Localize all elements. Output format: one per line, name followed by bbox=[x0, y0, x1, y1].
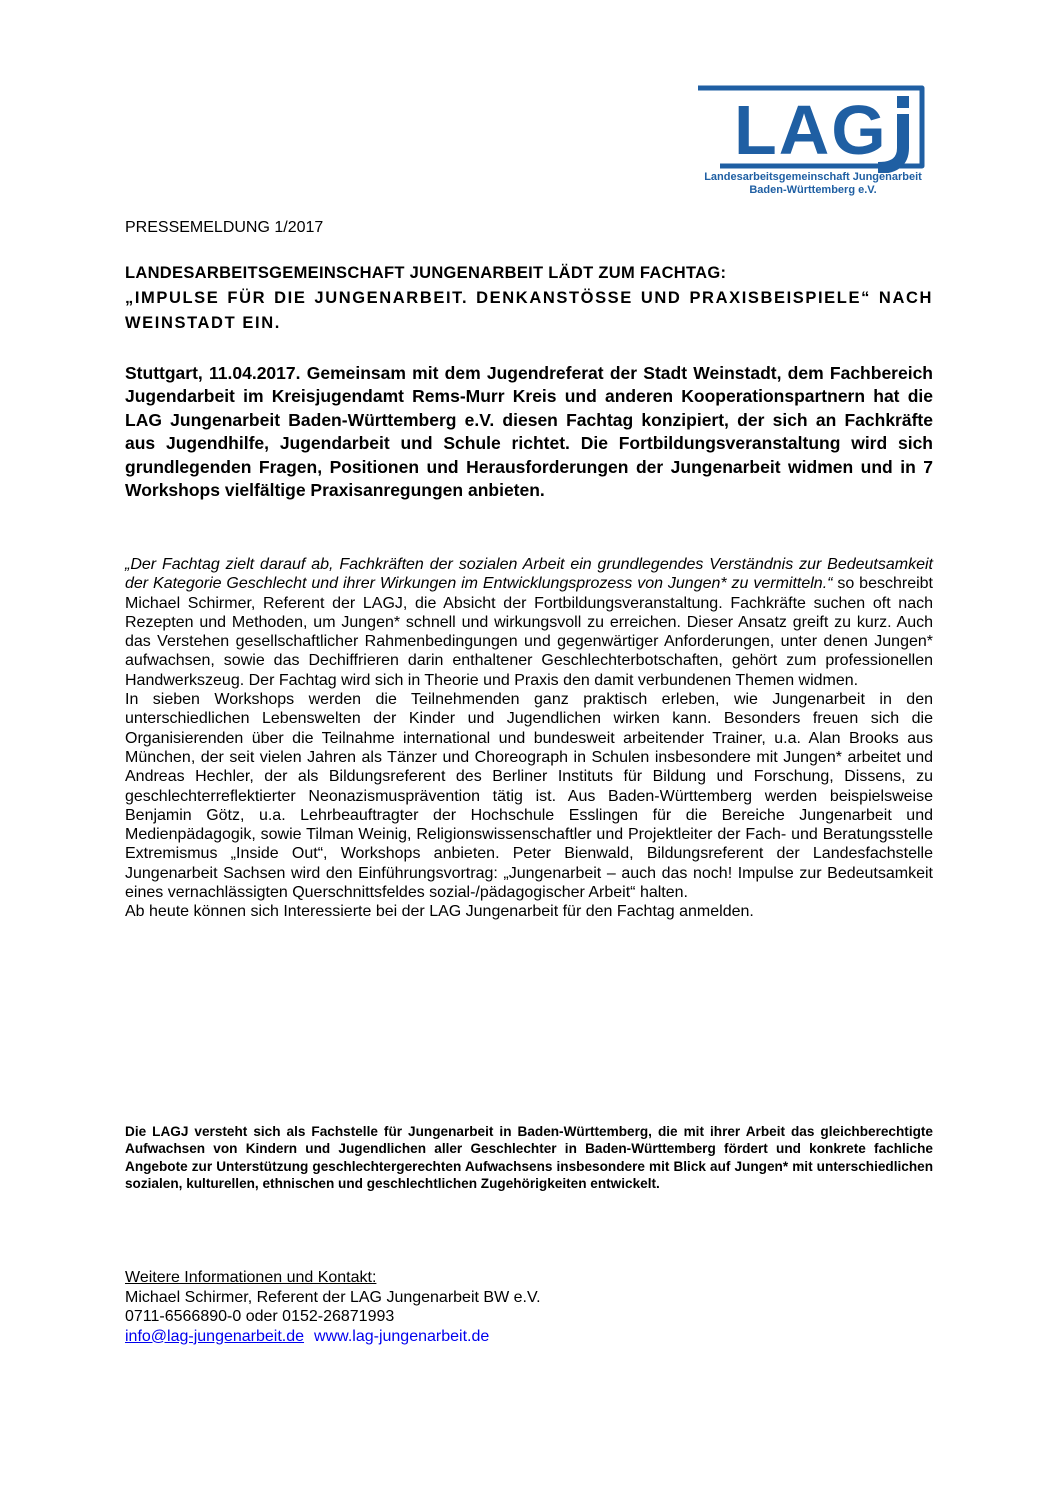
contact-name: Michael Schirmer, Referent der LAG Jungenarbeit BW e.V. bbox=[125, 1288, 541, 1306]
paragraph-1-rest: so beschreibt Michael Schirmer, Referent der LAGJ, die Absicht der Fortbildungsveranstaltung. Fachkräfte suchen oft nach Rezepten und Methoden, um Jungen* schnell und wirkungsvoll zu erreichen. Dieser Ansatz greift zu kurz. Auch das Verstehen gesellschaftlicher Rahmenbedingungen und gegenwärtiger Anforderungen, unter denen Jungen* aufwachsen, sowie das Dechiffrieren darin enthaltener Geschlechterbotschaften, gehört zum professionellen Handwerkszeug. Der Fachtag wird sich in Theorie und Praxis den damit verbundenen Themen widmen. bbox=[125, 575, 933, 689]
lead-paragraph: Stuttgart, 11.04.2017. Gemeinsam mit dem Jugendreferat der Stadt Weinstadt, dem Fachbereich Jugendarbeit im Kreisjugendamt Rems-Murr Kreis und anderen Kooperationspartnern hat die LAG Jungenarbeit Baden-Württemberg e.V. diesen Fachtag konzipiert, der sich an Fachkräfte aus Jugendhilfe, Jugendarbeit und Schule richtet. Die Fortbildungsveranstaltung wird sich grundlegenden Fragen, Positionen und Herausforderungen der Jungenarbeit widmen und in 7 Workshops vielfältige Praxisanregungen anbieten. bbox=[125, 363, 933, 501]
paragraph-3: Ab heute können sich Interessierte bei der LAG Jungenarbeit für den Fachtag anmelden. bbox=[125, 903, 754, 921]
contact-phone: 0711-6566890-0 oder 0152-26871993 bbox=[125, 1308, 395, 1325]
about-lagj: Die LAGJ versteht sich als Fachstelle für Jungenarbeit in Baden-Württemberg, die mit ihrer Arbeit das gleichberechtigte Aufwachsen von Kindern und Jugendlichen aller Geschlechter in Baden-Württemberg fördert und konkrete fachliche Angebote zur Unterstützung geschlechtergerechten Aufwachsens insbesondere mit Blick auf Jungen* mit unterschiedlichen sozialen, kulturellen, ethnischen und geschlechtlichen Zugehörigkeiten entwickelt. bbox=[125, 1124, 933, 1192]
headline-subtitle: „IMPULSE FÜR DIE JUNGENARBEIT. DENKANSTÖSSE UND PRAXISBEISPIELE“ NACH WEINSTADT EIN. bbox=[125, 289, 933, 332]
website-link[interactable]: www.lag-jungenarbeit.de bbox=[314, 1327, 490, 1345]
body-text bbox=[125, 555, 933, 922]
logo-subtitle-line1: Landesarbeitsgemeinschaft Jungenarbeit bbox=[704, 171, 922, 183]
svg-text:LAG: LAG bbox=[734, 91, 888, 169]
email-link[interactable]: info@lag-jungenarbeit.de bbox=[125, 1327, 305, 1345]
headline-line1: LANDESARBEITSGEMEINSCHAFT JUNGENARBEIT LÄDT ZUM FACHTAG: bbox=[125, 264, 727, 282]
contact-links bbox=[125, 1327, 933, 1347]
lagj-logo-mark bbox=[690, 78, 940, 173]
contact-block bbox=[125, 1268, 933, 1346]
contact-heading: Weitere Informationen und Kontakt: bbox=[125, 1269, 377, 1286]
quote: „Der Fachtag zielt darauf ab, Fachkräften der sozialen Arbeit ein grundlegendes Verständnis zur Bedeutsamkeit der Kategorie Geschlecht und ihrer Wirkungen im Entwicklungsprozess von Jungen* zu vermitteln.“ bbox=[125, 556, 933, 593]
press-label: PRESSEMELDUNG 1/2017 bbox=[125, 219, 324, 236]
paragraph-2: In sieben Workshops werden die Teilnehmenden ganz praktisch erleben, wie Jungenarbeit in den unterschiedlichen Lebenswelten der Kinder und Jugendlichen wirken kann. Besonders freuen sich die Organisierenden über die Teilnahme international und bundesweit arbeitender Trainer, u.a. Alan Brooks aus München, der seit vielen Jahren als Tänzer und Choreograph in Schulen insbesondere mit Jungen* arbeitet und Andreas Hechler, der als Bildungsreferent des Berliner Instituts für Bildung und Forschung, Dissens, zu geschlechterreflektierter Neonazismusprävention tätig ist. Aus Baden-Württemberg werden beispielsweise Benjamin Götz, u.a. Lehrbeauftragter der Hochschule Esslingen für die Bereiche Jungenarbeit und Medienpädagogik, sowie Tilman Weinig, Religionswissenschaftler und Projektleiter der Fach- und Beratungsstelle Extremismus „Inside Out“, Workshops anbieten. Peter Bienwald, Bildungsreferent der Landesfachstelle Jungenarbeit Sachsen wird den Einführungsvortrag: „Jungenarbeit – auch das noch! Impulse zur Bedeutsamkeit eines vernachlässigten Querschnittsfeldes sozial-/pädagogischer Arbeit“ halten. bbox=[125, 691, 933, 902]
lagj-logo bbox=[690, 78, 950, 198]
headline bbox=[125, 261, 933, 336]
paragraph-1 bbox=[125, 555, 933, 690]
logo-subtitle-line2: Baden-Württemberg e.V. bbox=[749, 184, 877, 196]
